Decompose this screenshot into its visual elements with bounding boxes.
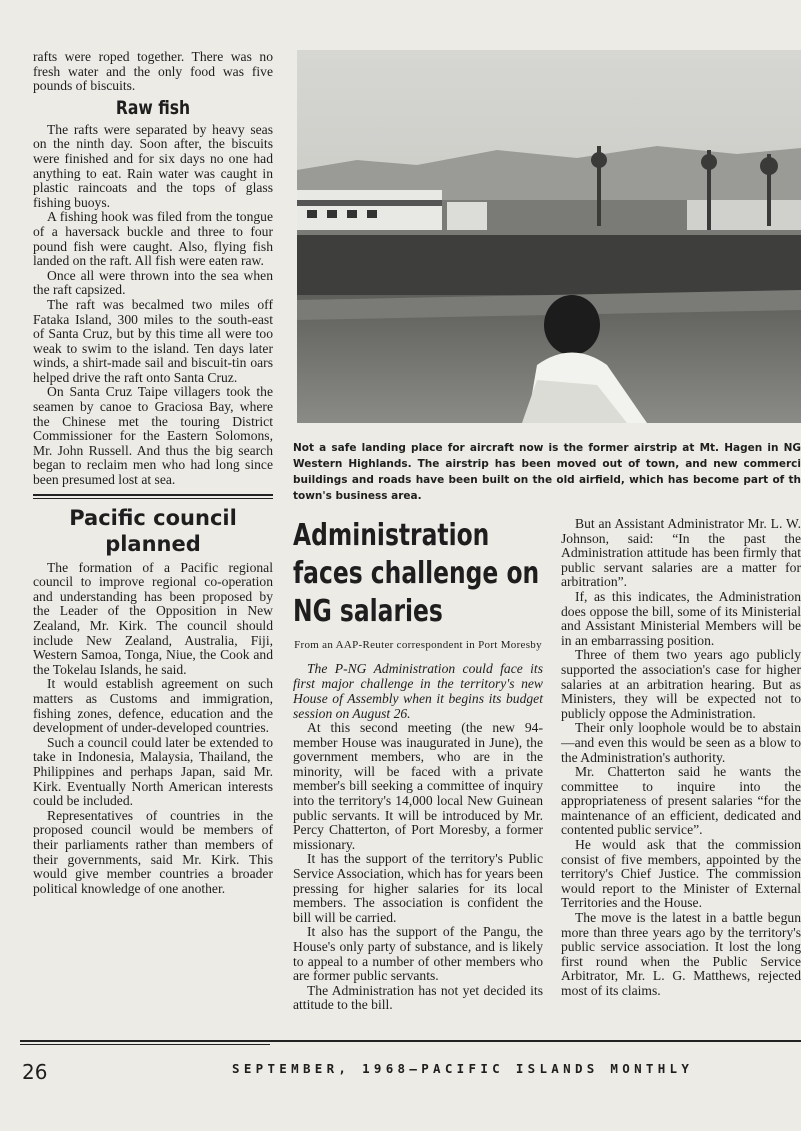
publication-footer: SEPTEMBER, 1968—PACIFIC ISLANDS MONTHLY bbox=[232, 1061, 694, 1076]
paragraph: At this second meeting (the new 94-member House was inaugurated in June), the government members, who are in the minority, will be faced with a private member's bill seeking a committee of inquiry into the territory's 14,000 local New Guinean public servants. It will be introduced by Mr. Percy Chatterton, of Port Moresby, a former missionary. bbox=[293, 720, 543, 852]
photo-caption: Not a safe landing place for aircraft now is the former airstrip at Mt. Hagen in NG Western Highlands. The airstrip has been moved out of town, and new commerci buildings and roads have been built on the old airfield, which has become part of th town's business area. bbox=[293, 442, 801, 502]
footer-rule-thin bbox=[20, 1044, 270, 1045]
paragraph: Such a council could later be extended to take in Indonesia, Malaysia, Thailand, the Philippines and perhaps Japan, said Mr. Kirk. Eventually North American interests could be included. bbox=[33, 734, 273, 809]
paragraph: It would establish agreement on such matters as Customs and immigration, fishing zones, defence, education and the development of under-developed countries. bbox=[33, 676, 273, 736]
paragraph: Their only loophole would be to abstain—and even this would be seen as a blow to the Administration's authority. bbox=[561, 720, 801, 765]
airstrip-photo-graphic bbox=[297, 50, 801, 423]
paragraph: The raft was becalmed two miles off Fataka Island, 300 miles to the south-east of Santa Cruz, but by this time all were too weak to swim to the island. Ten days later winds, a shirt-made sail and biscuit-tin oars helped drive the raft onto Santa Cruz. bbox=[33, 296, 273, 385]
paragraph: On Santa Cruz Taipe villagers took the seamen by canoe to Graciosa Bay, where the Chinese met the touring District Commissioner for the Eastern Solomons, Mr. John Russell. And thus the big search began to reclaim men who had long since been presumed lost at sea. bbox=[33, 384, 273, 488]
left-column bbox=[33, 50, 273, 896]
article-column-2 bbox=[561, 517, 801, 999]
paragraph: If, as this indicates, the Administration does oppose the bill, some of its Ministerial and Assistant Ministerial Members will be in an embarrassing position. bbox=[561, 588, 801, 648]
article-standfirst: The P-NG Administration could face its first major challenge in the territory's new House of Assembly when it begins its budget session on August 26. bbox=[293, 661, 543, 721]
section-divider bbox=[33, 494, 273, 499]
paragraph: But an Assistant Administrator Mr. L. W. Johnson, said: “In the past the Administration attitude has been firmly that public servant salaries are a matter for arbitration”. bbox=[561, 517, 801, 590]
paragraph: The Administration has not yet decided its attitude to the bill. bbox=[293, 982, 543, 1013]
article-headline: Administration faces challenge on NG salaries bbox=[293, 518, 540, 629]
paragraph: He would ask that the commission consist of five members, appointed by the territory's Chief Justice. The commission would report to the Minister of External Territories and the House. bbox=[561, 837, 801, 911]
airstrip-photo bbox=[297, 50, 801, 423]
paragraph: Once all were thrown into the sea when the raft capsized. bbox=[33, 267, 273, 298]
page-number: 26 bbox=[22, 1060, 48, 1084]
continued-paragraph: rafts were roped together. There was no fresh water and the only food was five pounds of biscuits. bbox=[33, 49, 273, 94]
paragraph: It also has the support of the Pangu, the House's only party of substance, and is likely to appeal to a number of other members who are former public servants. bbox=[293, 924, 543, 984]
paragraph: The move is the latest in a battle begun more than three years ago by the territory's public service association. It lost the long first round when the Public Service Arbitrator, Mr. L. G. Matthews, rejected most of its claims. bbox=[561, 910, 801, 998]
paragraph: Representatives of countries in the proposed council would be members of their parliaments rather than members of their governments, said Mr. Kirk. This would give member countries a broader political knowledge of one another. bbox=[33, 807, 273, 896]
paragraph: Mr. Chatterton said he wants the committee to inquire into the appropriateness of present salaries “for the maintenance of an efficient, dedicated and contented public service”. bbox=[561, 764, 801, 838]
paragraph: The formation of a Pacific regional council to improve regional co-operation and understanding has been proposed by the Leader of the Opposition in New Zealand, Mr. Kirk. The council should include New Zealand, Australia, Fiji, Western Samoa, Tonga, Niue, the Cook and the Tokelau Islands, he said. bbox=[33, 559, 273, 677]
subhead-raw-fish: Raw fish bbox=[115, 96, 191, 119]
footer-rule bbox=[20, 1040, 801, 1042]
paragraph: The rafts were separated by heavy seas on the ninth day. Soon after, the biscuits were finished and for six days no one had anything to eat. Rain water was caught in plastic raincoats and the tops of glass fishing buoys. bbox=[33, 121, 273, 210]
pacific-council-headline: Pacific council planned bbox=[69, 505, 237, 556]
paragraph: A fishing hook was filed from the tongue of a haversack buckle and three to four pound fish were caught. Also, flying fish landed on the raft. All fish were eaten raw. bbox=[33, 209, 273, 269]
article-byline: From an AAP-Reuter correspondent in Port Moresby bbox=[294, 639, 542, 651]
article-column-1 bbox=[293, 517, 543, 1013]
paragraph: Three of them two years ago publicly supported the association's case for higher salaries at an arbitration hearing. But as Ministers, they will be expected not to publicly oppose the Administration. bbox=[561, 647, 801, 721]
paragraph: It has the support of the territory's Public Service Association, which has for years been pressing for higher salaries for its local members. The association is confident the bill will be carried. bbox=[293, 851, 543, 925]
